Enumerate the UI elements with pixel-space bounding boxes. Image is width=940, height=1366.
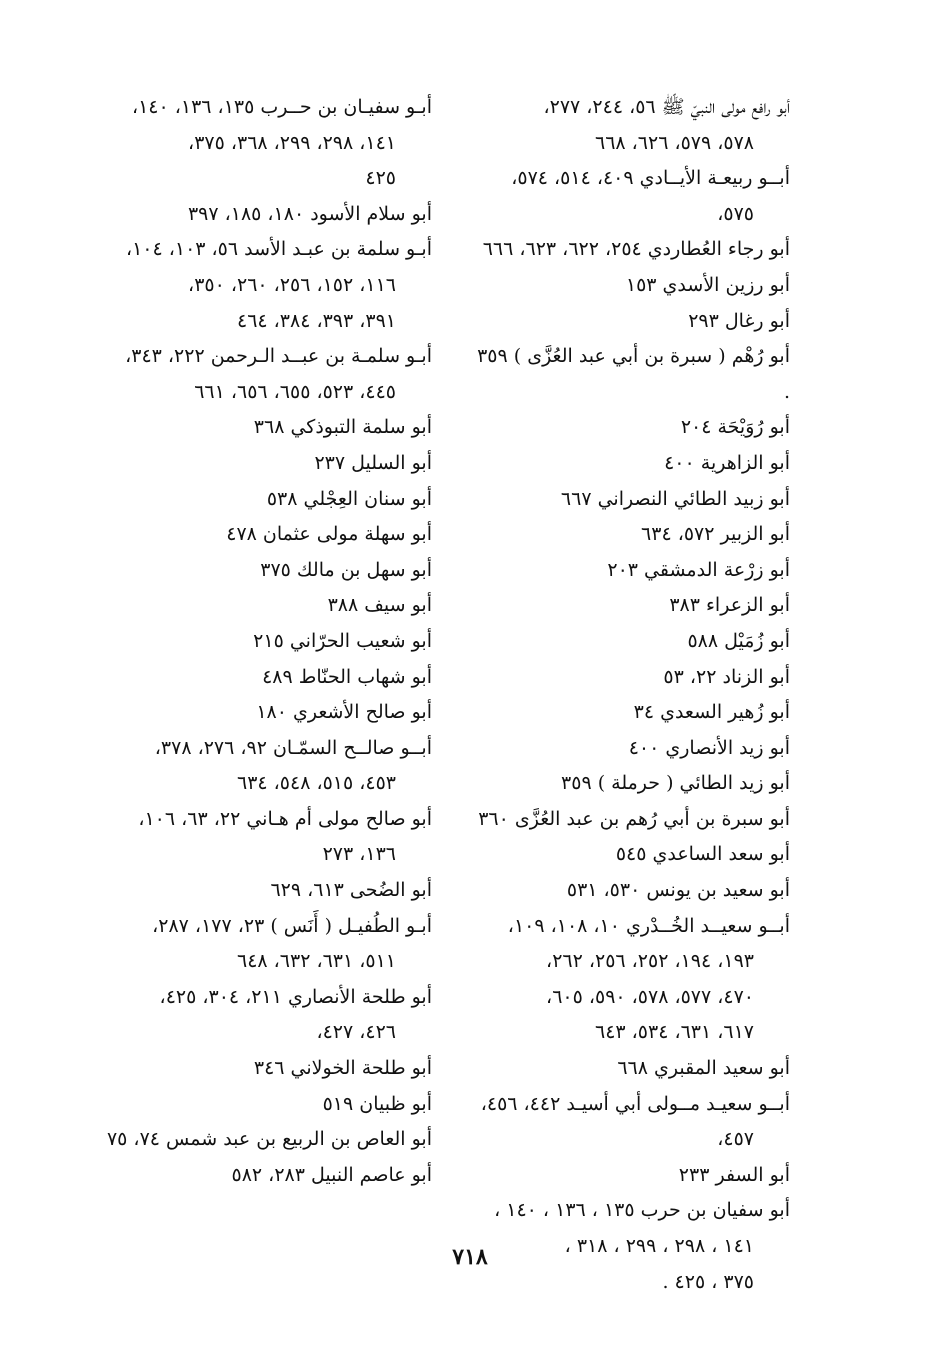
- index-entry-continuation: ١٩٣، ١٩٤، ٢٥٢، ٢٥٦، ٢٦٢،: [546, 950, 754, 973]
- index-entry: أبو السليل ٢٣٧: [314, 451, 432, 474]
- index-entry: أبو رغال ٢٩٣: [688, 309, 790, 332]
- index-entry: أبو زرْعة الدمشقي ٢٠٣: [607, 558, 790, 581]
- index-entry: أبـو الطُفيـل ( أَنَس ) ٢٣، ١٧٧، ٢٨٧،: [152, 914, 432, 937]
- index-entry: أبو الزاهرية ٤٠٠: [664, 451, 790, 474]
- index-entry: أبو سهل بن مالك ٣٧٥: [260, 558, 432, 581]
- index-entry: أبو طلحة الأنصاري ٢١١، ٣٠٤، ٤٢٥،: [159, 985, 432, 1008]
- index-entry: أبو شعيب الحرّاني ٢١٥: [253, 629, 432, 652]
- index-entry-continuation: ١٤١ ، ٢٩٨ ، ٢٩٩ ، ٣١٨ ،: [564, 1235, 754, 1257]
- index-entry: أبو الزناد ٢٢، ٥٣: [663, 665, 790, 688]
- index-entry-continuation: ٤٧٠، ٥٧٧، ٥٧٨، ٥٩٠، ٦٠٥،: [546, 985, 754, 1008]
- index-entry: أبــو صالــح السمّـان ٩٢، ٢٧٦، ٣٧٨،: [154, 736, 432, 759]
- index-entry: أبو سعيد بن يونس ٥٣٠، ٥٣١: [566, 879, 790, 902]
- index-entry: أبو سيف ٣٨٨: [327, 594, 432, 617]
- index-entry: أبو عاصم النبيل ٢٨٣، ٥٨٢: [231, 1163, 432, 1186]
- index-entry: أبو الزعراء ٣٨٣: [669, 594, 790, 617]
- index-entry: أبـو سلمة بن عبـد الأسد ٥٦، ١٠٣، ١٠٤،: [125, 238, 432, 261]
- index-entry: أبــو سعيــد الخُــدْري ١٠، ١٠٨، ١٠٩،: [507, 914, 790, 937]
- index-entry: أبو الضُحى ٦١٣، ٦٢٩: [270, 879, 432, 902]
- index-entry: أبو السفر ٢٣٣: [678, 1163, 790, 1186]
- index-entry: أبــو سعيـد مــولى أبي أسيـد ٤٤٢، ٤٥٦،: [480, 1092, 790, 1115]
- index-entry-continuation: ٤٢٥: [365, 167, 396, 190]
- index-entry: أبو ظبيان ٥١٩: [322, 1092, 432, 1115]
- index-entry: أبو صالح مولى أم هـاني ٢٢، ٦٣، ١٠٦،: [138, 807, 432, 830]
- index-entry-continuation: ٥٧٨، ٥٧٩، ٦٢٦، ٦٦٨: [594, 131, 754, 154]
- index-entry: أبــو ربيعـة الأيــادي ٤٠٩، ٥١٤، ٥٧٤،: [511, 167, 790, 190]
- index-entry-continuation: ٣٧٥ ، ٤٢٥ .: [662, 1270, 754, 1293]
- index-entry: أبو سنان العِجْلي ٥٣٨: [266, 487, 432, 510]
- index-entry-continuation: ١١٦، ١٥٢، ٢٥٦، ٢٦٠، ٣٥٠،: [188, 273, 396, 296]
- index-entry-continuation: ٤٥٧،: [717, 1128, 754, 1151]
- index-entry: أبو زُهير السعدي ٣٤: [633, 701, 790, 724]
- index-entry-continuation: ١٣٦، ٢٧٣: [322, 843, 396, 866]
- index-entry-continuation: ٦١٧، ٦٣١، ٥٣٤، ٦٤٣: [594, 1021, 754, 1044]
- index-entry: أبو سعد الساعدي ٥٤٥: [615, 843, 790, 866]
- page-number: ٧١٨: [452, 1244, 488, 1270]
- index-entry-continuation: ١٤١، ٢٩٨، ٢٩٩، ٣٦٨، ٣٧٥،: [188, 131, 396, 154]
- index-entry-continuation: ٣٩١، ٣٩٣، ٣٨٤، ٤٦٤: [236, 309, 396, 332]
- index-entry: أبـو سلمـة بن عبــد الـرحمن ٢٢٢، ٣٤٣،: [125, 345, 432, 368]
- index-entry: أبو سلمة التبوذكي ٣٦٨: [253, 416, 432, 439]
- index-entry: أبو العاص بن الربيع بن عبد شمس ٧٤، ٧٥: [106, 1128, 432, 1151]
- index-entry-continuation: ٤٥٣، ٥١٥، ٥٤٨، ٦٣٤: [236, 772, 396, 795]
- index-entry: أبو رافع مولى النبيّ ﷺ ٥٦، ٢٤٤، ٢٧٧،: [543, 96, 790, 118]
- index-entry: أبو زبيد الطائي النصراني ٦٦٧: [560, 487, 790, 510]
- index-entry-continuation: ٥١١، ٦٣١، ٦٣٢، ٦٤٨: [236, 950, 396, 973]
- index-entry: أبـو سفيـان بن حــرب ١٣٥، ١٣٦، ١٤٠،: [131, 96, 432, 118]
- index-entry: أبو شهاب الحنّاط ٤٨٩: [262, 665, 432, 688]
- index-entry: أبو سعيد المقبري ٦٦٨: [617, 1057, 790, 1080]
- index-entry: أبو رُوَيْحَة ٢٠٤: [680, 416, 790, 439]
- index-entry: أبو زُمَيْل ٥٨٨: [687, 629, 790, 652]
- index-entry-continuation: ٤٢٦، ٤٢٧،: [316, 1021, 396, 1044]
- index-entry: أبو زيد الأنصاري ٤٠٠: [628, 736, 790, 759]
- index-entry: أبو سهلة مولى عثمان ٤٧٨: [226, 523, 432, 546]
- index-entry: أبو رُهْم ( سبرة بن أبي عبد العُزَّى ) ٣٥٩ .: [477, 345, 790, 403]
- index-column-right: [470, 90, 790, 1300]
- index-entry-continuation: ٥٧٥،: [717, 202, 754, 225]
- index-entry: أبو رجاء العُطاردي ٢٥٤، ٦٢٢، ٦٢٣، ٦٦٦: [482, 238, 790, 261]
- index-entry: أبو سفيان بن حرب ١٣٥ ، ١٣٦ ، ١٤٠ ،: [494, 1199, 790, 1222]
- index-column-left: [88, 90, 432, 1193]
- index-entry: أبو سلام الأسود ١٨٠، ١٨٥، ٣٩٧: [187, 202, 432, 225]
- index-entry: أبو طلحة الخولاني ٣٤٦: [253, 1057, 432, 1080]
- index-entry: أبو رزين الأسدي ١٥٣: [625, 273, 790, 296]
- index-entry: أبو صالح الأشعري ١٨٠: [256, 701, 432, 724]
- index-entry-continuation: ٤٤٥، ٥٢٣، ٦٥٥، ٦٥٦، ٦٦١: [194, 380, 396, 403]
- index-entry: أبو زيد الطائي ( حرملة ) ٣٥٩: [561, 772, 790, 795]
- index-entry: أبو الزبير ٥٧٢، ٦٣٤: [641, 523, 790, 546]
- index-entry: أبو سبرة بن أبي رُهم بن عبد العُزَّى ٣٦٠: [478, 807, 790, 830]
